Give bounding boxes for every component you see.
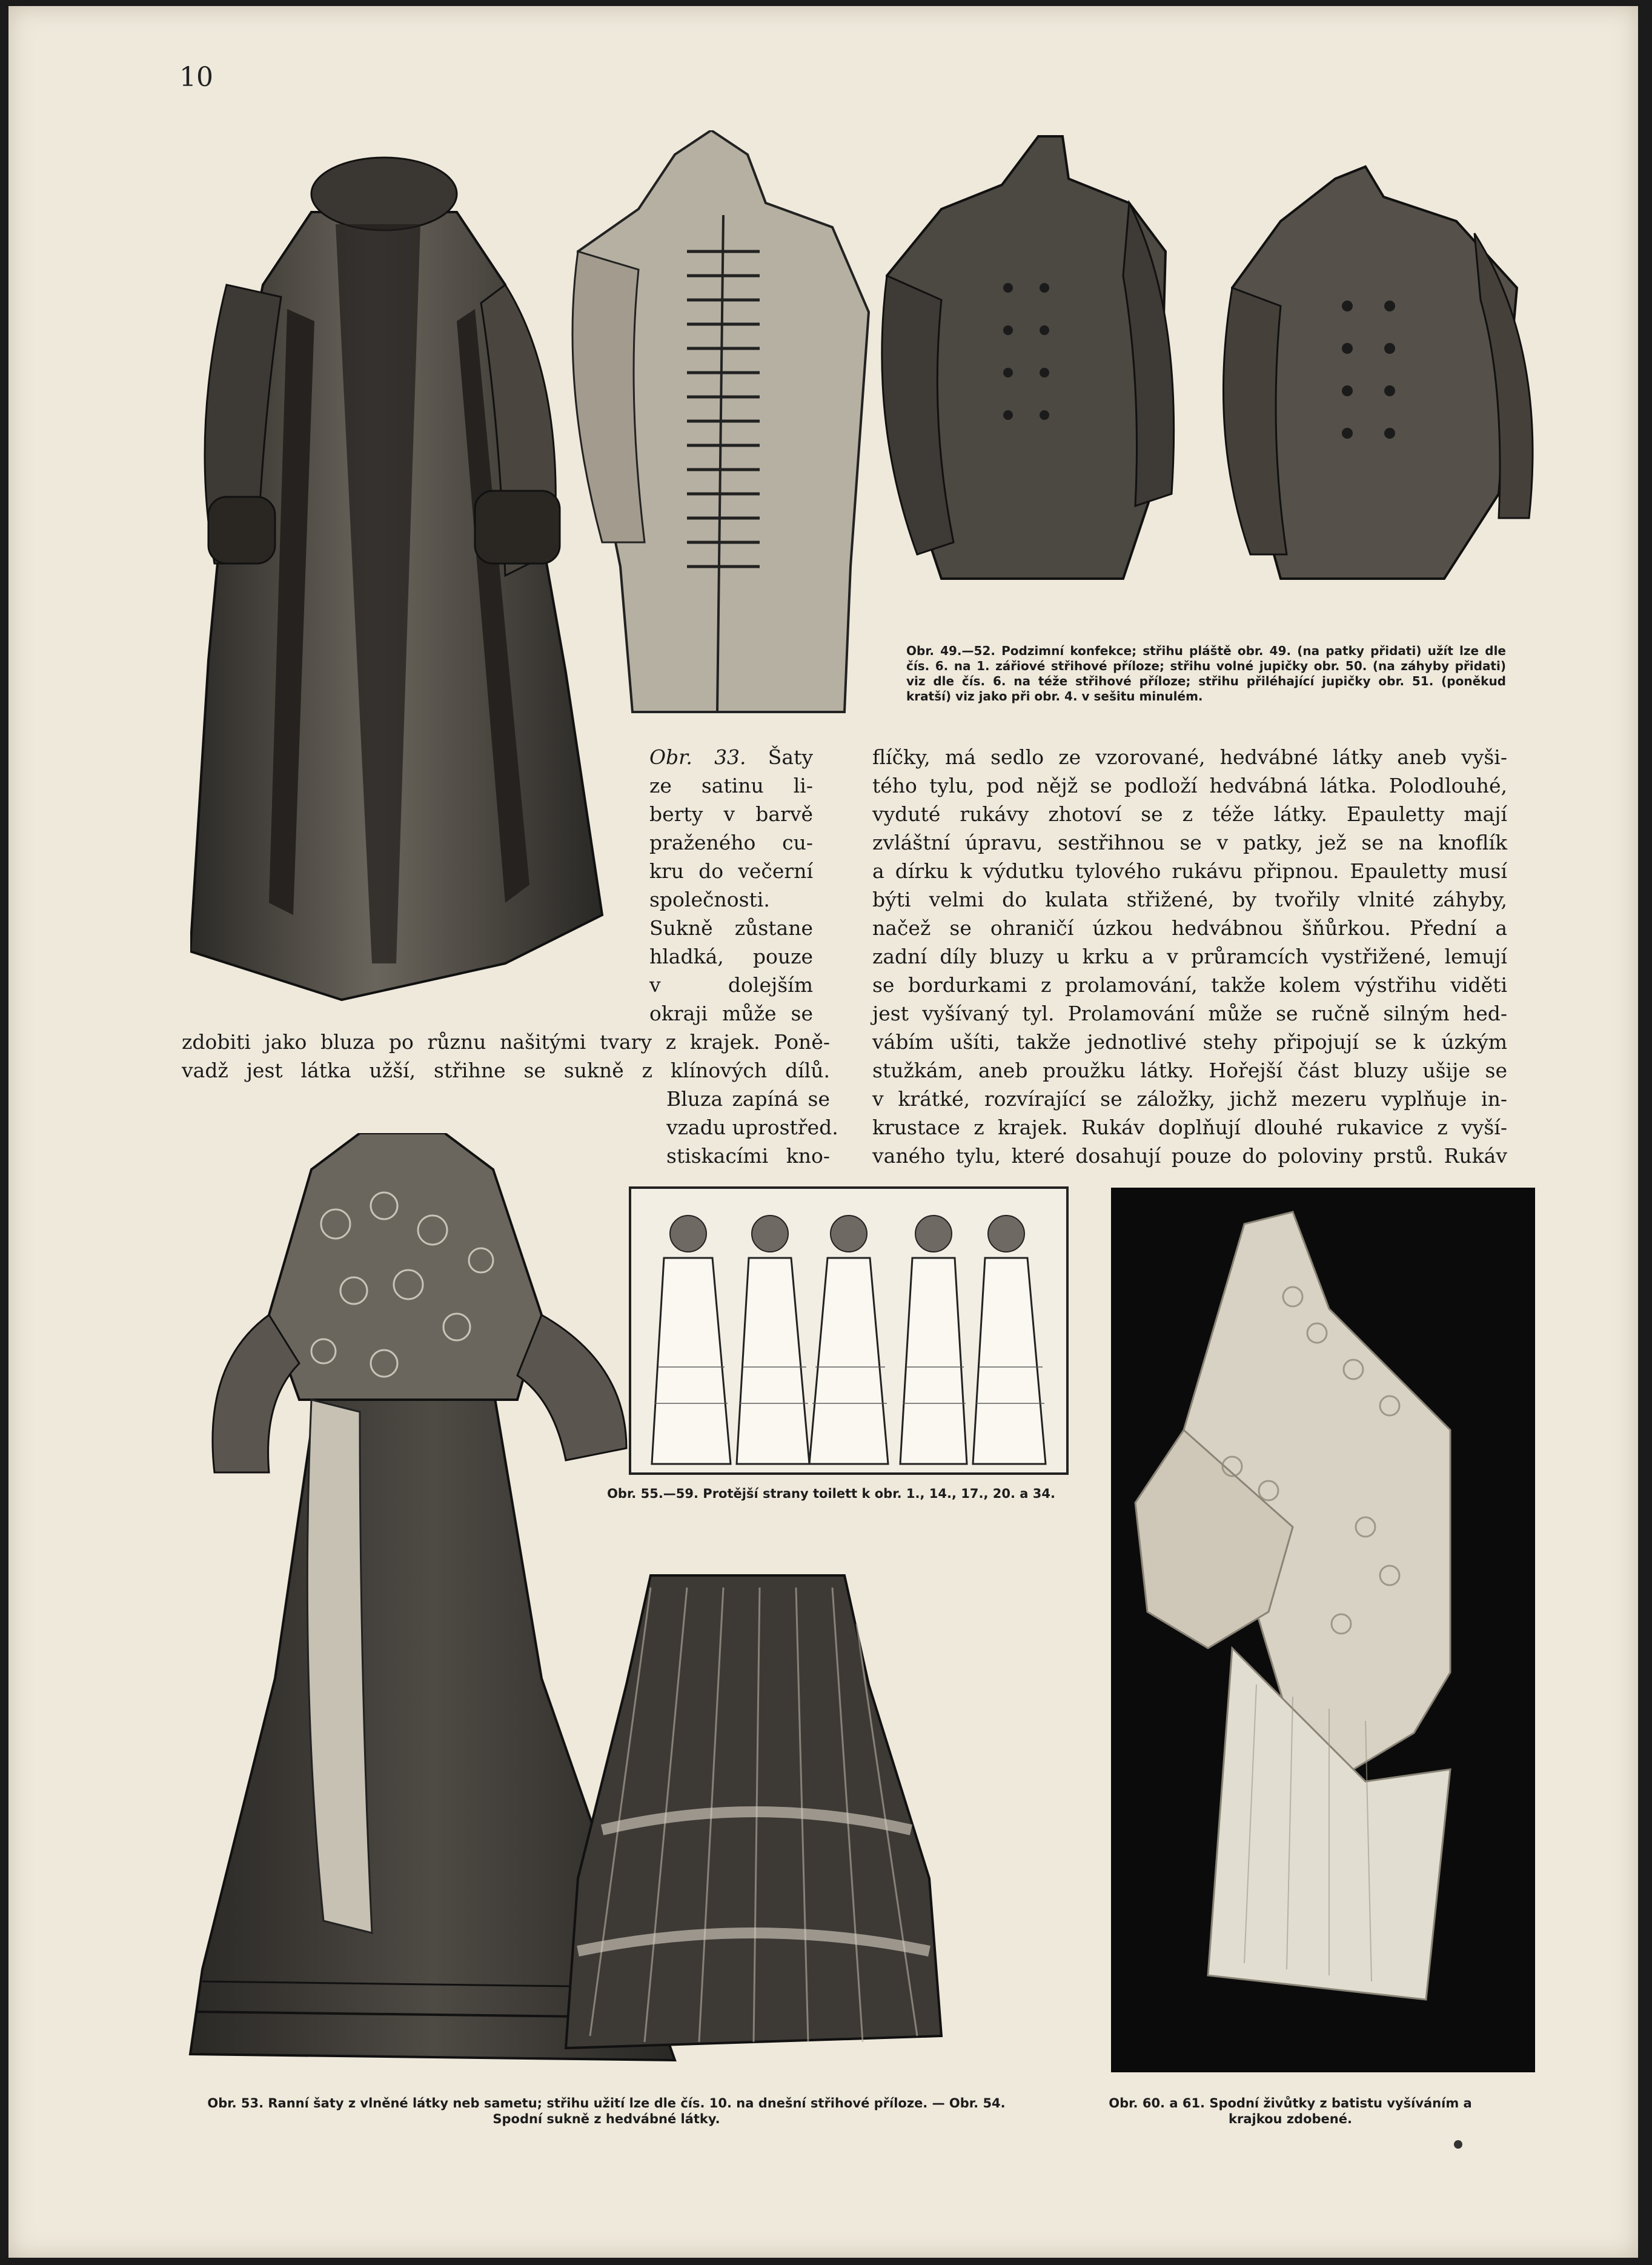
article-right-column <box>872 743 1507 1170</box>
article-line: zadní díly bluzy u krku a v průramcích vystřižené, lemují <box>872 945 1507 968</box>
article-line: vyduté rukávy zhotoví se z téže látky. Epauletty mají <box>872 802 1507 826</box>
article-line: se bordurkami z prolamování, takže kolem výstřihu viděti <box>872 973 1507 997</box>
magazine-page <box>8 6 1638 2258</box>
article-line: kru do večerní <box>649 859 813 883</box>
article-line: Obr. 33. Šaty <box>649 745 813 769</box>
article-full-width-lines <box>182 1028 830 1085</box>
fitted-jacket-illustration <box>869 130 1184 591</box>
article-line: vzadu uprostřed. <box>666 1116 838 1139</box>
article-line: v krátké, rozvírající se záložky, jichž mezeru vyplňuje in- <box>872 1087 1507 1111</box>
caption-top-coats: Obr. 49.—52. Podzimní konfekce; střihu pláště obr. 49. (na patky přidati) užít lze dle čís. 6. na 1. zářiové střihové příloze; střihu volné jupičky obr. 50. (na záhyby přidati) viz dle čís. 6. na téže střihové příloze; střihu přiléhající jupičky obr. 51. (poněkud kratší) viz jako při obr. 4. v sešitu minulém. <box>906 644 1506 703</box>
article-line: zdobiti jako bluza po různu našitými tvary z krajek. Poně- <box>182 1030 830 1054</box>
article-line: okraji může se <box>649 1002 813 1025</box>
article-line: berty v barvě <box>649 802 813 826</box>
article-figure-reference: Obr. 33. <box>649 745 746 769</box>
caption-toilets: Obr. 55.—59. Protější strany toilett k obr. 1., 14., 17., 20. a 34. <box>607 1486 1055 1501</box>
coat-illustration <box>190 127 614 1006</box>
caption-bodices: Obr. 60. a 61. Spodní živůtky z batistu vyšíváním a krajkou zdobené. <box>1109 2096 1472 2127</box>
ink-dot <box>1454 2140 1462 2149</box>
buttoned-jacket-illustration <box>1214 130 1553 591</box>
jacket-illustration <box>566 130 881 718</box>
article-line: býti velmi do kulata střižené, by tvořily vlnité záhyby, <box>872 888 1507 911</box>
article-line: tého tylu, pod nějž se podloží hedvábná látka. Polodlouhé, <box>872 774 1507 797</box>
article-line: vadž jest látka užší, střihne se sukně z klínových dílů. <box>182 1059 830 1082</box>
article-line: v dolejším <box>649 973 813 997</box>
article-line: společnosti. <box>649 888 770 911</box>
article-line: vábím ušíti, takže jednotlivé stehy připojují se k úzkým <box>872 1030 1507 1054</box>
article-line: stiskacími kno- <box>666 1144 830 1168</box>
article-line: hladká, pouze <box>649 945 813 968</box>
article-line: stužkám, aneb proužku látky. Hořejší část bluzy ušije se <box>872 1059 1507 1082</box>
article-line: praženého cu- <box>649 831 813 854</box>
fashion-plate-illustration <box>628 1185 1070 1476</box>
article-line: krustace z krajek. Rukáv doplňují dlouhé rukavice z vyší- <box>872 1116 1507 1139</box>
article-line: ze satinu li- <box>649 774 813 797</box>
page-number: 10 <box>179 62 213 93</box>
article-line: zvláštní úpravu, sestřihnou se v patky, jež se na knoflík <box>872 831 1507 854</box>
article-left-column <box>649 743 813 1028</box>
article-line: a dírku k výdutku tylového rukávu připnou. Epauletty musí <box>872 859 1507 883</box>
article-line: Bluza zapíná se <box>666 1087 830 1111</box>
article-line: flíčky, má sedlo ze vzorované, hedvábné látky aneb vyši- <box>872 745 1507 769</box>
article-line: jest vyšívaný tyl. Prolamování může se ručně silným hed- <box>872 1002 1507 1025</box>
photograph-bodice <box>1111 1188 1535 2072</box>
article-line: vaného tylu, které dosahují pouze do poloviny prstů. Rukáv <box>872 1144 1507 1168</box>
caption-dress-petticoat: Obr. 53. Ranní šaty z vlněné látky neb sametu; střihu užití lze dle čís. 10. na dnešní střihové příloze. — Obr. 54. Spodní sukně z hedvábné látky. <box>207 2096 1006 2127</box>
article-line: Sukně zůstane <box>649 916 813 940</box>
petticoat-illustration <box>554 1563 954 2072</box>
article-line: načež se ohraničí úzkou hedvábnou šňůrkou. Přední a <box>872 916 1507 940</box>
